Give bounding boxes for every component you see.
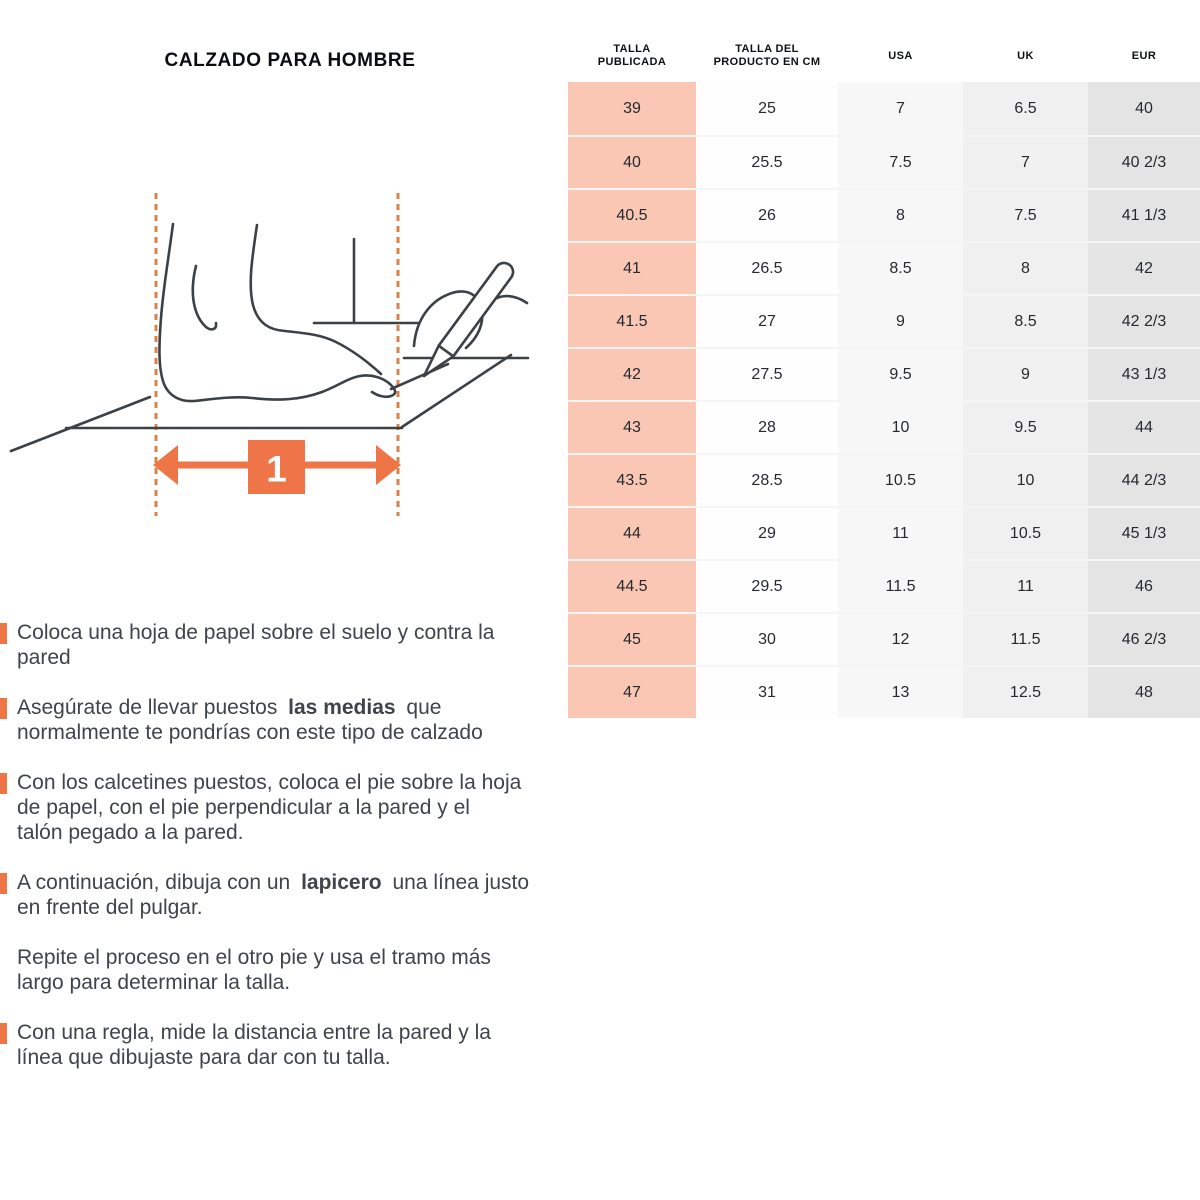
instruction-line: pared: [17, 646, 71, 669]
table-cell: 39: [568, 82, 696, 135]
table-cell: 12.5: [963, 665, 1088, 718]
table-cell: 8: [963, 241, 1088, 294]
table-cell: 7: [838, 82, 963, 135]
table-cell: 11: [838, 506, 963, 559]
instructions-list: [0, 620, 606, 1095]
table-cell: 26.5: [696, 241, 838, 294]
instruction-line: en frente del pulgar.: [17, 896, 203, 919]
foot-outline: [159, 224, 395, 401]
size-table: [568, 30, 1200, 718]
table-cell: 40.5: [568, 188, 696, 241]
instruction-line: A continuación, dibuja con un lapicero una línea justo: [17, 871, 530, 894]
table-cell: 9.5: [963, 400, 1088, 453]
instruction-item: [0, 945, 606, 995]
table-cell: 27: [696, 294, 838, 347]
table-cell: 28.5: [696, 453, 838, 506]
table-cell: 42: [1088, 241, 1200, 294]
bullet-marker: [0, 873, 7, 894]
table-cell: 7.5: [838, 135, 963, 188]
table-cell: 40: [1088, 82, 1200, 135]
svg-text:1: 1: [266, 448, 287, 490]
pencil-drawn-line: [391, 364, 448, 389]
table-cell: 7: [963, 135, 1088, 188]
table-cell: 26: [696, 188, 838, 241]
table-cell: 9.5: [838, 347, 963, 400]
table-cell: 46: [1088, 559, 1200, 612]
table-cell: 44.5: [568, 559, 696, 612]
table-cell: 30: [696, 612, 838, 665]
table-cell: 29.5: [696, 559, 838, 612]
table-cell: 44: [1088, 400, 1200, 453]
table-cell: 42 2/3: [1088, 294, 1200, 347]
instruction-item: [0, 620, 606, 670]
table-cell: 44 2/3: [1088, 453, 1200, 506]
table-cell: 8.5: [963, 294, 1088, 347]
instruction-line: Repite el proceso en el otro pie y usa el tramo más: [17, 946, 491, 969]
table-cell: 41 1/3: [1088, 188, 1200, 241]
table-cell: 45: [568, 612, 696, 665]
column-header: USA: [888, 49, 913, 62]
table-cell: 25: [696, 82, 838, 135]
instruction-line: largo para determinar la talla.: [17, 971, 291, 994]
instruction-item: [0, 695, 606, 745]
table-cell: 42: [568, 347, 696, 400]
wall-corner: [314, 239, 418, 323]
table-cell: 28: [696, 400, 838, 453]
table-cell: 44: [568, 506, 696, 559]
table-cell: 43: [568, 400, 696, 453]
table-cell: 9: [963, 347, 1088, 400]
page-title: CALZADO PARA HOMBRE: [164, 50, 416, 71]
table-cell: 11.5: [963, 612, 1088, 665]
table-cell: 47: [568, 665, 696, 718]
table-cell: 10: [838, 400, 963, 453]
bullet-marker: [0, 698, 7, 719]
table-cell: 41.5: [568, 294, 696, 347]
table-cell: 41: [568, 241, 696, 294]
instruction-line: Con una regla, mide la distancia entre la pared y la: [17, 1021, 491, 1044]
instruction-line: Coloca una hoja de papel sobre el suelo y contra la: [17, 621, 495, 644]
table-cell: 11.5: [838, 559, 963, 612]
table-cell: 48: [1088, 665, 1200, 718]
measure-step-badge: [248, 440, 305, 494]
instruction-line: de papel, con el pie perpendicular a la pared y el: [17, 796, 470, 819]
table-cell: 13: [838, 665, 963, 718]
column-header: EUR: [1131, 49, 1157, 62]
table-cell: 40 2/3: [1088, 135, 1200, 188]
instruction-item: [0, 870, 606, 920]
instruction-line: Asegúrate de llevar puestos las medias que: [17, 696, 442, 719]
bullet-marker: [0, 773, 7, 794]
column-header: TALLA PUBLICADA: [597, 43, 667, 68]
table-cell: 29: [696, 506, 838, 559]
table-cell: 31: [696, 665, 838, 718]
instruction-line: línea que dibujaste para dar con tu talla.: [17, 1046, 391, 1069]
table-cell: 8.5: [838, 241, 963, 294]
foot-measuring-illustration: [0, 0, 560, 560]
instruction-item: [0, 1020, 606, 1070]
table-cell: 8: [838, 188, 963, 241]
instruction-line: talón pegado a la pared.: [17, 821, 244, 844]
table-cell: 12: [838, 612, 963, 665]
bullet-marker: [0, 1023, 7, 1044]
table-cell: 43.5: [568, 453, 696, 506]
table-cell: 11: [963, 559, 1088, 612]
table-cell: 10.5: [963, 506, 1088, 559]
column-header: TALLA DEL PRODUCTO EN CM: [713, 43, 821, 68]
table-cell: 10.5: [838, 453, 963, 506]
instruction-line: Con los calcetines puestos, coloca el pie sobre la hoja: [17, 771, 522, 794]
table-cell: 40: [568, 135, 696, 188]
table-cell: 43 1/3: [1088, 347, 1200, 400]
table-cell: 46 2/3: [1088, 612, 1200, 665]
table-cell: 27.5: [696, 347, 838, 400]
table-cell: 10: [963, 453, 1088, 506]
table-cell: 45 1/3: [1088, 506, 1200, 559]
paper-sheet: [11, 355, 528, 451]
table-cell: 25.5: [696, 135, 838, 188]
column-header: UK: [1017, 49, 1034, 62]
instruction-line: normalmente te pondrías con este tipo de calzado: [17, 721, 483, 744]
instruction-item: [0, 770, 606, 845]
table-cell: 6.5: [963, 82, 1088, 135]
table-cell: 9: [838, 294, 963, 347]
bullet-marker: [0, 623, 7, 644]
table-cell: 7.5: [963, 188, 1088, 241]
